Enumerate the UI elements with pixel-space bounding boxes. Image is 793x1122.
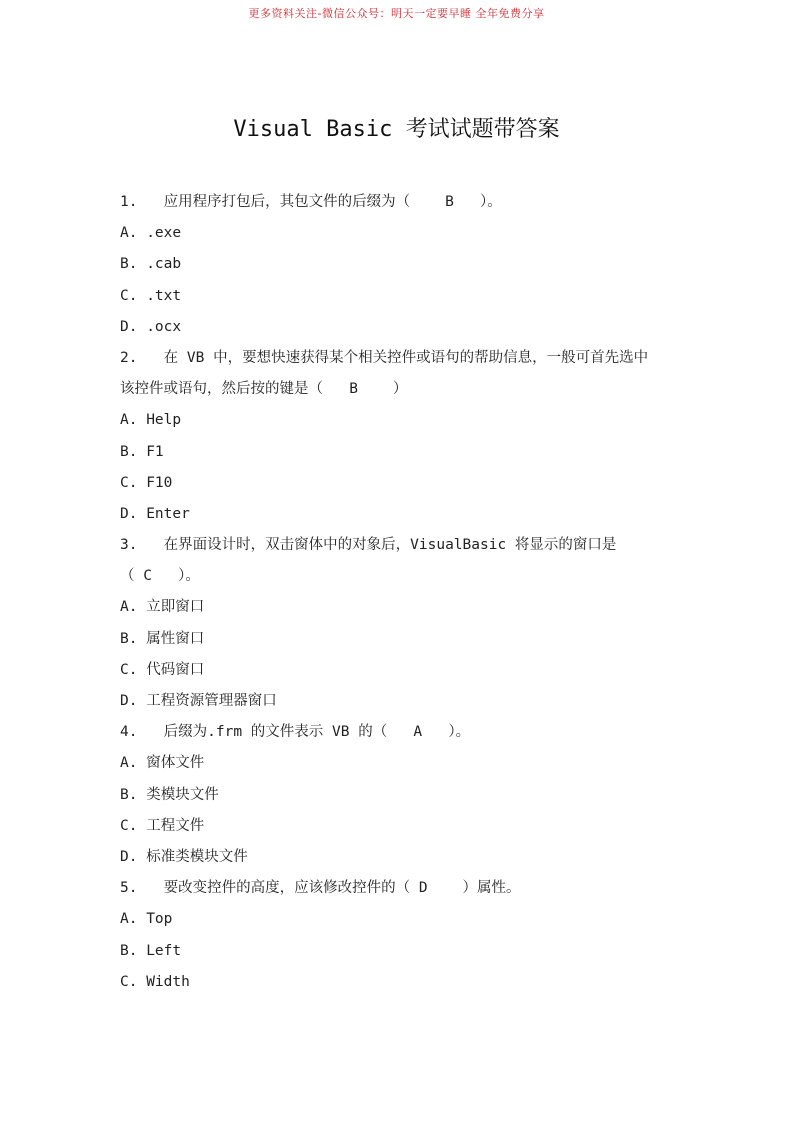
- answer-option: C. F10: [120, 474, 173, 491]
- document-title: Visual Basic 考试试题带答案: [233, 117, 560, 142]
- document-body: [120, 187, 680, 998]
- question-text: 5. 要改变控件的高度，应该修改控件的（ D ）属性。: [120, 880, 521, 897]
- question-text-continued: 该控件或语句，然后按的键是（ B ）: [120, 381, 408, 398]
- answer-option: B. 属性窗口: [120, 630, 205, 647]
- answer-option: C. 工程文件: [120, 817, 205, 834]
- question-text: 4. 后缀为.frm 的文件表示 VB 的（ A ）。: [120, 724, 471, 741]
- answer-option: C. .txt: [120, 287, 182, 304]
- answer-option: A. Help: [120, 412, 182, 429]
- header-banner: 更多资料关注-微信公众号：明天一定要早睡 全年免费分享: [248, 7, 545, 20]
- answer-option: D. 标准类模块文件: [120, 848, 248, 865]
- answer-option: C. Width: [120, 973, 190, 990]
- answer-option: A. Top: [120, 911, 173, 928]
- question-text: 2. 在 VB 中，要想快速获得某个相关控件或语句的帮助信息，一般可首先选中: [120, 349, 649, 366]
- answer-option: B. Left: [120, 942, 182, 959]
- answer-option: A. .exe: [120, 225, 182, 242]
- answer-option: D. .ocx: [120, 318, 182, 335]
- question-text: 1. 应用程序打包后，其包文件的后缀为（ B ）。: [120, 194, 502, 210]
- answer-option: A. 立即窗口: [120, 599, 205, 616]
- question-text: 3. 在界面设计时，双击窗体中的对象后，VisualBasic 将显示的窗口是: [120, 537, 617, 554]
- answer-option: B. 类模块文件: [120, 786, 219, 803]
- answer-option: D. 工程资源管理器窗口: [120, 693, 277, 709]
- question-text-continued: （ C ）。: [120, 568, 200, 585]
- answer-option: B. F1: [120, 443, 164, 460]
- answer-option: C. 代码窗口: [120, 661, 205, 678]
- answer-option: D. Enter: [120, 505, 190, 522]
- answer-option: A. 窗体文件: [120, 755, 205, 772]
- answer-option: B. .cab: [120, 256, 182, 273]
